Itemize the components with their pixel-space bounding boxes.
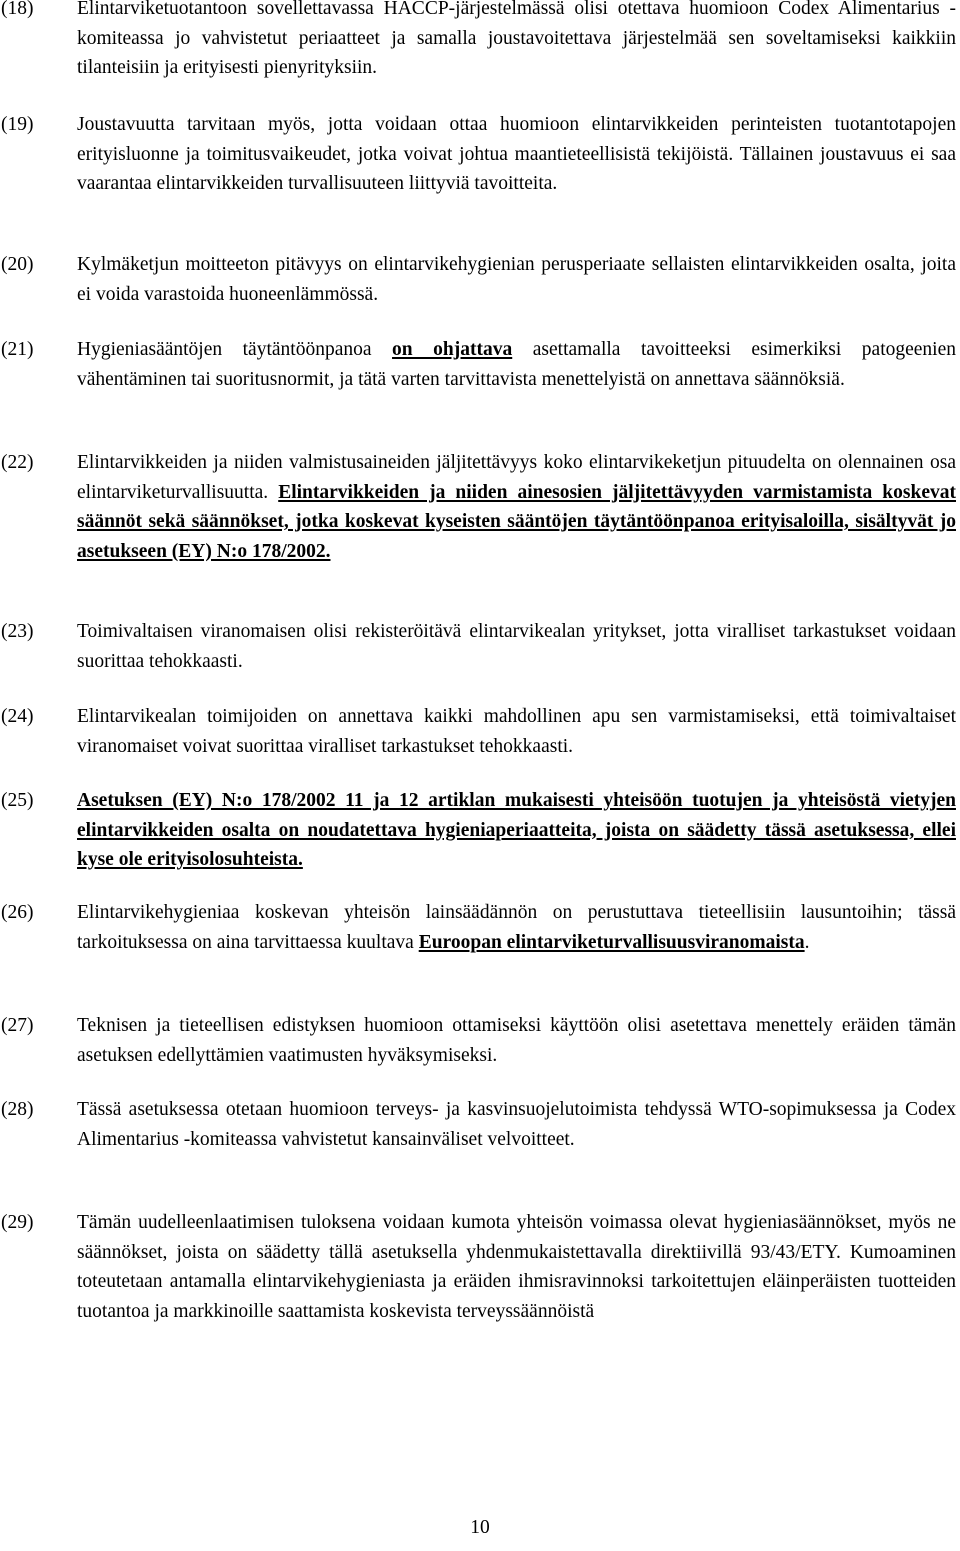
paragraph-text bbox=[77, 702, 956, 761]
paragraph-text bbox=[77, 786, 956, 875]
paragraph-text bbox=[77, 110, 956, 199]
paragraph-number: (22) bbox=[1, 452, 34, 473]
paragraph-number: (24) bbox=[1, 706, 34, 727]
text-run: Toimivaltaisen viranomaisen olisi rekisteröitävä elintarvikealan yritykset, jotta viralliset tarkastukset voidaan suorittaa tehokkaasti. bbox=[77, 621, 956, 672]
text-run: Tämän uudelleenlaatimisen tuloksena voidaan kumota yhteisön voimassa olevat hygieniasäännökset, myös ne säännökset, joista on säädetty tällä asetuksella yhdenmukaistettavalla direktiivillä 93/43/ETY. Kumoaminen toteutetaan antamalla elintarvikehygieniasta ja eräiden ihmisravinnoksi tarkoitettujen eläinperäisten tuotteiden tuotantoa ja markkinoille saattamista koskevista terveyssäännöistä bbox=[77, 1212, 956, 1322]
paragraph-29 bbox=[0, 1208, 960, 1326]
paragraph-text bbox=[77, 335, 956, 394]
paragraph-number: (21) bbox=[1, 339, 34, 360]
paragraph-number: (18) bbox=[1, 0, 34, 19]
paragraph-text bbox=[77, 1011, 956, 1070]
paragraph-number: (29) bbox=[1, 1212, 34, 1233]
paragraph-number: (19) bbox=[1, 114, 34, 135]
emphasized-text-run: Elintarvikkeiden ja niiden ainesosien jäljitettävyyden varmistamista koskevat säännöt sekä säännökset, jotka koskevat kyseisten sääntöjen täytäntöönpanoa erityisaloilla, sisältyvät jo asetukseen (EY) N:o 178/2002. bbox=[77, 481, 956, 562]
paragraph-text bbox=[77, 1095, 956, 1154]
paragraph-19 bbox=[0, 110, 960, 199]
paragraph-25 bbox=[0, 786, 960, 875]
text-run: Elintarvikehygieniaa koskevan yhteisön lainsäädännön on perustuttava tieteellisiin lausuntoihin; tässä tarkoituksessa on aina tarvittaessa kuultava bbox=[77, 902, 956, 953]
paragraph-number: (25) bbox=[1, 790, 34, 811]
paragraph-18 bbox=[0, 0, 960, 83]
paragraph-21 bbox=[0, 335, 960, 394]
paragraph-20 bbox=[0, 250, 960, 309]
paragraph-text bbox=[77, 898, 956, 957]
paragraph-text bbox=[77, 617, 956, 676]
paragraph-number: (28) bbox=[1, 1099, 34, 1120]
text-run: Kylmäketjun moitteeton pitävyys on elintarvikehygienian perusperiaate sellaisten elintarvikkeiden osalta, joita ei voida varastoida huoneenlämmössä. bbox=[77, 254, 956, 305]
text-run: asettamalla tavoitteeksi esimerkiksi patogeenien vähentäminen tai suoritusnormit, ja tätä varten tarvittavista menettelyistä on annettava säännöksiä. bbox=[77, 339, 957, 390]
paragraph-26 bbox=[0, 898, 960, 957]
text-run: . bbox=[804, 931, 810, 953]
text-run: Joustavuutta tarvitaan myös, jotta voidaan ottaa huomioon elintarvikkeiden perinteisten tuotantotapojen erityisluonne ja toimitusvaikeudet, jotka voivat johtua maantieteellisistä tekijöistä. Tällainen joustavuus ei saa vaarantaa elintarvikkeiden turvallisuuteen liittyviä tavoitteita. bbox=[77, 114, 956, 194]
paragraph-number: (23) bbox=[1, 621, 34, 642]
emphasized-text-run: Euroopan elintarviketurvallisuusviranomaista bbox=[418, 931, 805, 953]
text-run: Elintarviketuotantoon sovellettavassa HACCP-järjestelmässä olisi otettava huomioon Codex Alimentarius -komiteassa jo vahvistetut periaatteet ja samalla joustavoitettava järjestelmää sen soveltamiseksi kaikkiin tilanteisiin ja erityisesti pienyrityksiin. bbox=[77, 0, 956, 78]
text-run: Elintarvikealan toimijoiden on annettava kaikki mahdollinen apu sen varmistamiseksi, että toimivaltaiset viranomaiset voivat suorittaa viralliset tarkastukset tehokkaasti. bbox=[77, 706, 956, 757]
emphasized-text-run: Asetuksen (EY) N:o 178/2002 11 ja 12 artiklan mukaisesti yhteisöön tuotujen ja yhteisöstä vietyjen elintarvikkeiden osalta on noudatettava hygieniaperiaatteita, joista on säädetty tässä asetuksessa, ellei kyse ole erityisolosuhteista. bbox=[77, 790, 956, 870]
text-run: Elintarvikkeiden ja niiden valmistusaineiden jäljitettävyys koko elintarvikeketjun pituudelta on olennainen osa elintarviketurvallisuutta. bbox=[77, 452, 956, 503]
paragraph-text bbox=[77, 0, 956, 83]
paragraph-number: (20) bbox=[1, 254, 34, 275]
paragraph-23 bbox=[0, 617, 960, 676]
paragraph-22 bbox=[0, 448, 960, 566]
text-run: Hygieniasääntöjen täytäntöönpanoa bbox=[77, 339, 393, 360]
paragraph-27 bbox=[0, 1011, 960, 1070]
text-run: Tässä asetuksessa otetaan huomioon terveys- ja kasvinsuojelutoimista tehdyssä WTO-sopimuksessa ja Codex Alimentarius -komiteassa vahvistetut kansainväliset velvoitteet. bbox=[77, 1099, 956, 1150]
paragraph-text bbox=[77, 1208, 956, 1326]
paragraph-28 bbox=[0, 1095, 960, 1154]
paragraph-24 bbox=[0, 702, 960, 761]
paragraph-text bbox=[77, 448, 956, 566]
emphasized-text-run: on ohjattava bbox=[392, 339, 513, 360]
page-number: 10 bbox=[470, 1517, 490, 1538]
paragraph-number: (27) bbox=[1, 1015, 34, 1036]
text-run: Teknisen ja tieteellisen edistyksen huomioon ottamiseksi käyttöön olisi asetettava menettely eräiden tämän asetuksen edellyttämien vaatimusten hyväksymiseksi. bbox=[77, 1015, 956, 1066]
paragraph-text bbox=[77, 250, 956, 309]
paragraph-number: (26) bbox=[1, 902, 34, 923]
